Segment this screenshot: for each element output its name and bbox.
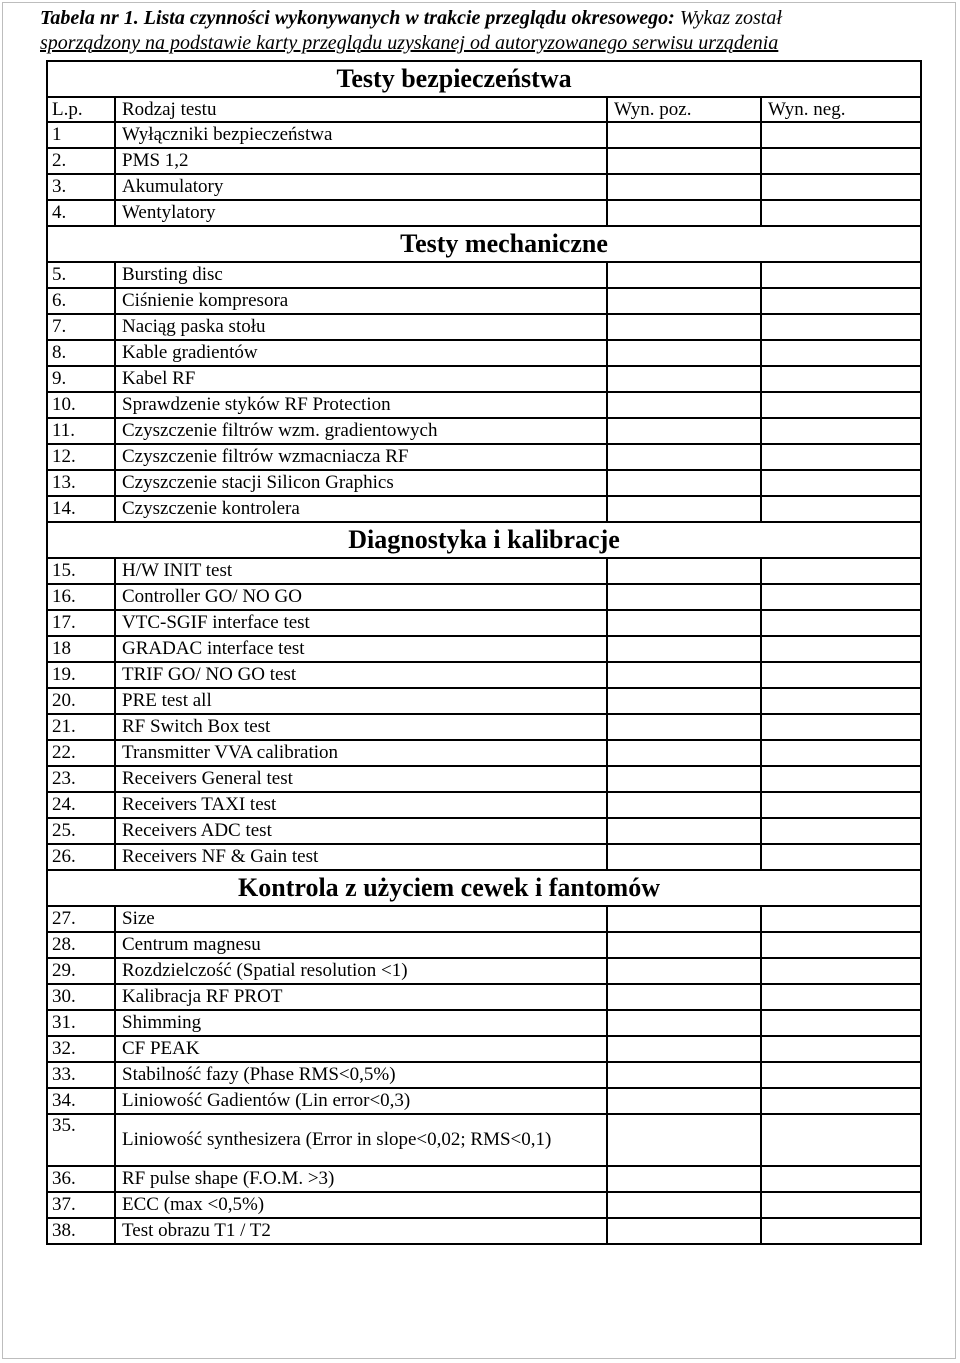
column-header-negative: Wyn. neg. — [761, 97, 921, 122]
table-row — [47, 148, 921, 174]
inspection-table — [46, 60, 922, 1245]
result-negative-cell — [761, 1088, 921, 1114]
test-name: Bursting disc — [115, 262, 607, 288]
table-row — [47, 262, 921, 288]
result-negative-cell — [761, 444, 921, 470]
test-name: PMS 1,2 — [115, 148, 607, 174]
table-row — [47, 740, 921, 766]
result-positive-cell — [607, 688, 761, 714]
column-header-lp: L.p. — [47, 97, 115, 122]
result-positive-cell — [607, 740, 761, 766]
test-name: Stabilność fazy (Phase RMS<0,5%) — [115, 1062, 607, 1088]
table-row — [47, 470, 921, 496]
test-name: Kabel RF — [115, 366, 607, 392]
test-name: ECC (max <0,5%) — [115, 1192, 607, 1218]
table-row — [47, 1036, 921, 1062]
result-positive-cell — [607, 148, 761, 174]
table-row — [47, 932, 921, 958]
caption-bold-text: Lista czynności wykonywanych w trakcie przeglądu okresowego: — [143, 7, 675, 29]
result-positive-cell — [607, 1062, 761, 1088]
row-number: 29. — [47, 958, 115, 984]
section-title: Testy bezpieczeństwa — [336, 64, 572, 93]
table-row — [47, 906, 921, 932]
result-positive-cell — [607, 906, 761, 932]
result-negative-cell — [761, 932, 921, 958]
result-negative-cell — [761, 1166, 921, 1192]
table-row — [47, 1088, 921, 1114]
test-name: Test obrazu T1 / T2 — [115, 1218, 607, 1244]
result-negative-cell — [761, 740, 921, 766]
row-number: 28. — [47, 932, 115, 958]
row-number: 6. — [47, 288, 115, 314]
result-negative-cell — [761, 122, 921, 148]
row-number: 7. — [47, 314, 115, 340]
test-name: Czyszczenie filtrów wzm. gradientowych — [115, 418, 607, 444]
result-negative-cell — [761, 714, 921, 740]
row-number: 15. — [47, 558, 115, 584]
test-name: Rozdzielczość (Spatial resolution <1) — [115, 958, 607, 984]
test-name: Controller GO/ NO GO — [115, 584, 607, 610]
result-negative-cell — [761, 288, 921, 314]
row-number: 24. — [47, 792, 115, 818]
result-negative-cell — [761, 818, 921, 844]
result-negative-cell — [761, 496, 921, 522]
result-positive-cell — [607, 1192, 761, 1218]
row-number: 31. — [47, 1010, 115, 1036]
row-number: 13. — [47, 470, 115, 496]
result-negative-cell — [761, 636, 921, 662]
result-positive-cell — [607, 932, 761, 958]
test-name: Kable gradientów — [115, 340, 607, 366]
test-name: CF PEAK — [115, 1036, 607, 1062]
test-name: Transmitter VVA calibration — [115, 740, 607, 766]
result-negative-cell — [761, 366, 921, 392]
result-positive-cell — [607, 174, 761, 200]
table-row — [47, 496, 921, 522]
table-row — [47, 818, 921, 844]
result-negative-cell — [761, 1114, 921, 1166]
table-row — [47, 392, 921, 418]
result-negative-cell — [761, 1036, 921, 1062]
caption-label: Tabela nr 1. — [40, 7, 139, 29]
table-row — [47, 174, 921, 200]
row-number: 30. — [47, 984, 115, 1010]
section-title: Diagnostyka i kalibracje — [348, 525, 620, 554]
result-positive-cell — [607, 714, 761, 740]
result-negative-cell — [761, 1192, 921, 1218]
section-header-row — [47, 61, 921, 97]
row-number: 12. — [47, 444, 115, 470]
result-negative-cell — [761, 662, 921, 688]
table-row — [47, 584, 921, 610]
table-row — [47, 1010, 921, 1036]
result-negative-cell — [761, 792, 921, 818]
table-row — [47, 662, 921, 688]
row-number: 21. — [47, 714, 115, 740]
result-positive-cell — [607, 200, 761, 226]
test-name: Liniowość Gadientów (Lin error<0,3) — [115, 1088, 607, 1114]
section-title-cell — [47, 226, 921, 262]
section-header-row — [47, 522, 921, 558]
test-name: H/W INIT test — [115, 558, 607, 584]
result-negative-cell — [761, 584, 921, 610]
result-positive-cell — [607, 470, 761, 496]
test-name: TRIF GO/ NO GO test — [115, 662, 607, 688]
test-name: Receivers NF & Gain test — [115, 844, 607, 870]
row-number: 11. — [47, 418, 115, 444]
row-number: 26. — [47, 844, 115, 870]
result-positive-cell — [607, 984, 761, 1010]
section-header-row — [47, 870, 921, 906]
table-row — [47, 636, 921, 662]
result-negative-cell — [761, 392, 921, 418]
row-number: 33. — [47, 1062, 115, 1088]
table-row — [47, 792, 921, 818]
result-positive-cell — [607, 636, 761, 662]
row-number: 5. — [47, 262, 115, 288]
result-negative-cell — [761, 906, 921, 932]
test-name: VTC-SGIF interface test — [115, 610, 607, 636]
test-name: Wyłączniki bezpieczeństwa — [115, 122, 607, 148]
row-number: 34. — [47, 1088, 115, 1114]
row-number: 23. — [47, 766, 115, 792]
result-positive-cell — [607, 766, 761, 792]
test-name: Wentylatory — [115, 200, 607, 226]
row-number: 38. — [47, 1218, 115, 1244]
row-number: 22. — [47, 740, 115, 766]
table-row — [47, 610, 921, 636]
result-positive-cell — [607, 558, 761, 584]
result-negative-cell — [761, 418, 921, 444]
test-name: RF pulse shape (F.O.M. >3) — [115, 1166, 607, 1192]
row-number: 10. — [47, 392, 115, 418]
section-header-row — [47, 226, 921, 262]
table-row — [47, 200, 921, 226]
result-positive-cell — [607, 392, 761, 418]
table-row — [47, 314, 921, 340]
result-negative-cell — [761, 470, 921, 496]
table-row — [47, 1192, 921, 1218]
table-row — [47, 340, 921, 366]
test-name: Sprawdzenie styków RF Protection — [115, 392, 607, 418]
row-number: 27. — [47, 906, 115, 932]
row-number: 35. — [47, 1114, 115, 1166]
table-row — [47, 714, 921, 740]
row-number: 14. — [47, 496, 115, 522]
row-number: 16. — [47, 584, 115, 610]
row-number: 25. — [47, 818, 115, 844]
result-positive-cell — [607, 314, 761, 340]
table-row — [47, 288, 921, 314]
test-name: GRADAC interface test — [115, 636, 607, 662]
table-row — [47, 122, 921, 148]
result-positive-cell — [607, 122, 761, 148]
test-name: Receivers TAXI test — [115, 792, 607, 818]
test-name: Czyszczenie filtrów wzmacniacza RF — [115, 444, 607, 470]
result-positive-cell — [607, 1088, 761, 1114]
result-positive-cell — [607, 662, 761, 688]
caption-line-2: sporządzony na podstawie karty przeglądu uzyskanej od autoryzowanego serwisu urządenia — [40, 32, 779, 54]
table-row — [47, 844, 921, 870]
column-header-test: Rodzaj testu — [115, 97, 607, 122]
section-title: Kontrola z użyciem cewek i fantomów — [238, 873, 660, 902]
table-row — [47, 1062, 921, 1088]
table-row — [47, 1166, 921, 1192]
table-row — [47, 1218, 921, 1244]
section-title-cell — [47, 870, 921, 906]
result-positive-cell — [607, 1166, 761, 1192]
row-number: 37. — [47, 1192, 115, 1218]
row-number: 17. — [47, 610, 115, 636]
result-negative-cell — [761, 688, 921, 714]
table-caption — [40, 6, 920, 56]
row-number: 19. — [47, 662, 115, 688]
table-row — [47, 444, 921, 470]
result-negative-cell — [761, 148, 921, 174]
result-negative-cell — [761, 262, 921, 288]
test-name: PRE test all — [115, 688, 607, 714]
result-positive-cell — [607, 792, 761, 818]
result-positive-cell — [607, 418, 761, 444]
result-positive-cell — [607, 1218, 761, 1244]
result-positive-cell — [607, 366, 761, 392]
test-name: Naciąg paska stołu — [115, 314, 607, 340]
result-negative-cell — [761, 610, 921, 636]
table-row — [47, 366, 921, 392]
result-positive-cell — [607, 584, 761, 610]
test-name: Shimming — [115, 1010, 607, 1036]
row-number: 36. — [47, 1166, 115, 1192]
result-negative-cell — [761, 844, 921, 870]
result-positive-cell — [607, 610, 761, 636]
table-row — [47, 766, 921, 792]
table-row — [47, 418, 921, 444]
result-positive-cell — [607, 1114, 761, 1166]
section-title-cell — [47, 522, 921, 558]
row-number: 20. — [47, 688, 115, 714]
test-name: Czyszczenie kontrolera — [115, 496, 607, 522]
result-negative-cell — [761, 1218, 921, 1244]
column-header-positive: Wyn. poz. — [607, 97, 761, 122]
test-name: Akumulatory — [115, 174, 607, 200]
result-positive-cell — [607, 844, 761, 870]
table-row — [47, 984, 921, 1010]
row-number: 18 — [47, 636, 115, 662]
result-positive-cell — [607, 1010, 761, 1036]
test-name: Czyszczenie stacji Silicon Graphics — [115, 470, 607, 496]
test-name: Centrum magnesu — [115, 932, 607, 958]
table-row — [47, 1114, 921, 1166]
test-name: Ciśnienie kompresora — [115, 288, 607, 314]
section-title: Testy mechaniczne — [400, 229, 608, 258]
section-title-cell — [47, 61, 921, 97]
test-name: Liniowość synthesizera (Error in slope<0,02; RMS<0,1) — [115, 1114, 607, 1166]
row-number: 2. — [47, 148, 115, 174]
row-number: 9. — [47, 366, 115, 392]
table-body — [47, 61, 921, 1244]
result-positive-cell — [607, 958, 761, 984]
row-number: 4. — [47, 200, 115, 226]
result-negative-cell — [761, 766, 921, 792]
table-row — [47, 958, 921, 984]
result-negative-cell — [761, 340, 921, 366]
table-row — [47, 688, 921, 714]
caption-line-1 — [40, 6, 920, 31]
column-header-row — [47, 97, 921, 122]
result-negative-cell — [761, 558, 921, 584]
result-positive-cell — [607, 496, 761, 522]
test-name: Kalibracja RF PROT — [115, 984, 607, 1010]
result-positive-cell — [607, 444, 761, 470]
row-number: 8. — [47, 340, 115, 366]
table-row — [47, 558, 921, 584]
result-negative-cell — [761, 200, 921, 226]
test-name: Receivers General test — [115, 766, 607, 792]
result-negative-cell — [761, 958, 921, 984]
result-positive-cell — [607, 340, 761, 366]
result-positive-cell — [607, 818, 761, 844]
row-number: 1 — [47, 122, 115, 148]
result-positive-cell — [607, 262, 761, 288]
result-negative-cell — [761, 1010, 921, 1036]
row-number: 32. — [47, 1036, 115, 1062]
test-name: Size — [115, 906, 607, 932]
test-name: RF Switch Box test — [115, 714, 607, 740]
result-negative-cell — [761, 984, 921, 1010]
result-negative-cell — [761, 314, 921, 340]
result-negative-cell — [761, 1062, 921, 1088]
result-positive-cell — [607, 288, 761, 314]
caption-line1-rest: Wykaz został — [679, 7, 782, 29]
test-name: Receivers ADC test — [115, 818, 607, 844]
result-positive-cell — [607, 1036, 761, 1062]
result-negative-cell — [761, 174, 921, 200]
row-number: 3. — [47, 174, 115, 200]
inspection-sheet — [46, 60, 920, 1245]
